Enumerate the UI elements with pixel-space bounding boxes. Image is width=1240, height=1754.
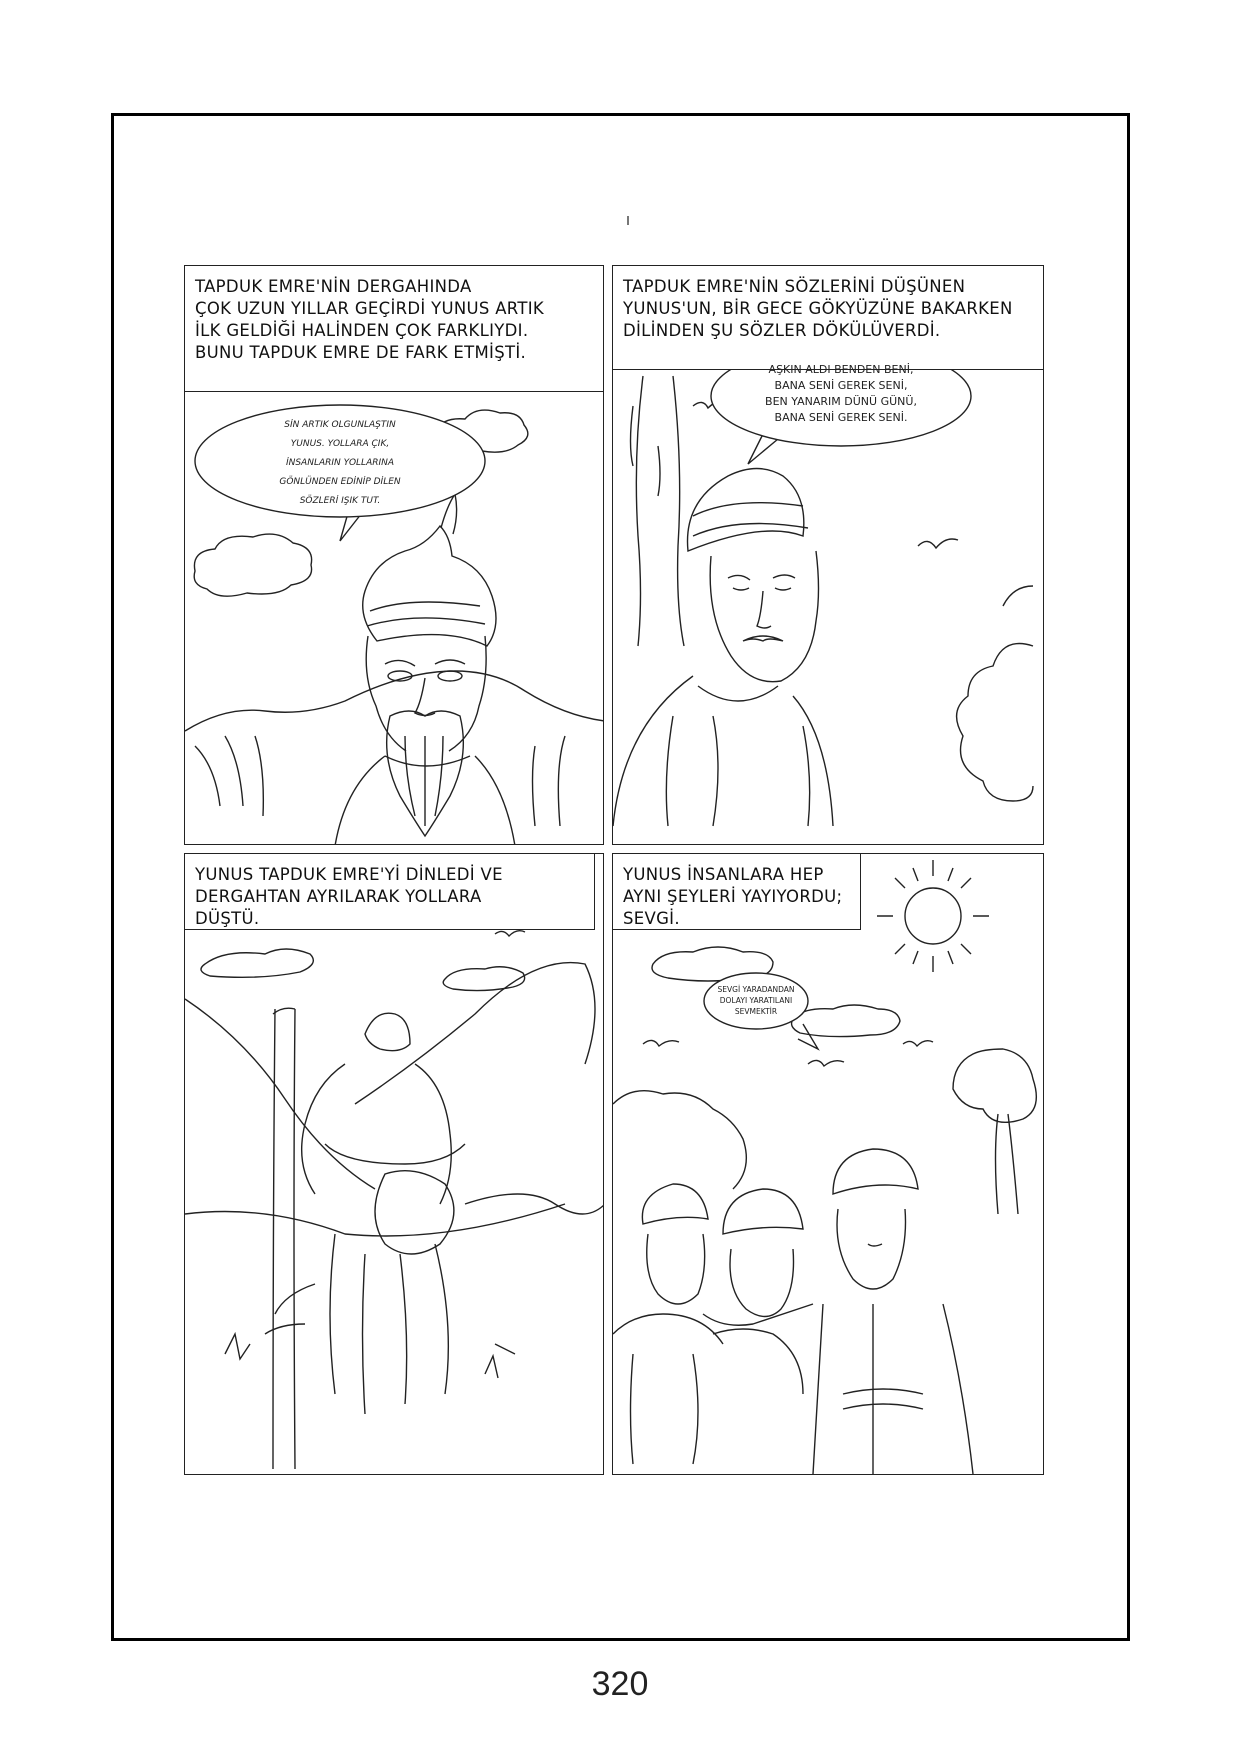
caption-line: DÜŞTÜ. — [195, 909, 260, 928]
bubble-line: İNSANLARIN YOLLARINA — [285, 458, 395, 468]
panel-4-caption — [613, 854, 861, 930]
panel-4-artwork — [613, 854, 1044, 1475]
bubble-line: AŞKIN ALDI BENDEN BENİ, — [768, 363, 914, 376]
bubble-line: SEVGİ YARADANDAN — [717, 985, 795, 994]
speech-bubble-1 — [200, 416, 480, 511]
caption-line: YUNUS İNSANLARA HEP — [623, 865, 824, 884]
ink-speck — [627, 216, 629, 225]
panel-1-caption — [185, 266, 604, 392]
bubble-line: DOLAYI YARATILANI — [719, 996, 793, 1005]
panel-2-caption — [613, 266, 1044, 370]
bubble-line: SÖZLERİ IŞIK TUT. — [299, 496, 381, 506]
caption-line: SEVGİ. — [623, 909, 680, 928]
bubble-line: YUNUS. YOLLARA ÇIK, — [290, 439, 390, 449]
bubble-line: BEN YANARIM DÜNÜ GÜNÜ, — [765, 395, 917, 408]
caption-line: ÇOK UZUN YILLAR GEÇİRDİ YUNUS ARTIK — [195, 299, 545, 318]
bubble-line: BANA SENİ GEREK SENİ. — [774, 411, 908, 424]
caption-line: TAPDUK EMRE'NİN SÖZLERİNİ DÜŞÜNEN — [623, 277, 966, 296]
page-number: 320 — [591, 1665, 649, 1703]
panel-3-caption — [185, 854, 595, 930]
speech-bubble-3 — [706, 984, 806, 1017]
panel-3-artwork — [185, 854, 604, 1475]
bubble-line: GÖNLÜNDEN EDİNİP DİLEN — [279, 477, 401, 487]
caption-line: YUNUS'UN, BİR GECE GÖKYÜZÜNE BAKARKEN — [623, 299, 1013, 318]
bubble-line: SİN ARTIK OLGUNLAŞTIN — [284, 420, 396, 430]
speech-bubble-2 — [716, 362, 966, 426]
caption-line: TAPDUK EMRE'NİN DERGAHINDA — [195, 277, 472, 296]
comic-panel-3 — [184, 853, 604, 1475]
comic-panel-4 — [612, 853, 1044, 1475]
comic-panel-2 — [612, 265, 1044, 845]
caption-line: DERGAHTAN AYRILARAK YOLLARA — [195, 887, 482, 906]
bubble-line: SEVMEKTİR — [734, 1007, 778, 1016]
comic-panel-1 — [184, 265, 604, 845]
caption-line: İLK GELDİĞİ HALİNDEN ÇOK FARKLIYDI. — [195, 321, 529, 340]
caption-line: YUNUS TAPDUK EMRE'Yİ DİNLEDİ VE — [195, 865, 503, 884]
caption-line: DİLİNDEN ŞU SÖZLER DÖKÜLÜVERDİ. — [623, 321, 941, 340]
caption-line: AYNI ŞEYLERİ YAYIYORDU; — [623, 887, 843, 906]
caption-line: BUNU TAPDUK EMRE DE FARK ETMİŞTİ. — [195, 343, 527, 362]
bubble-line: BANA SENİ GEREK SENİ, — [774, 379, 908, 392]
